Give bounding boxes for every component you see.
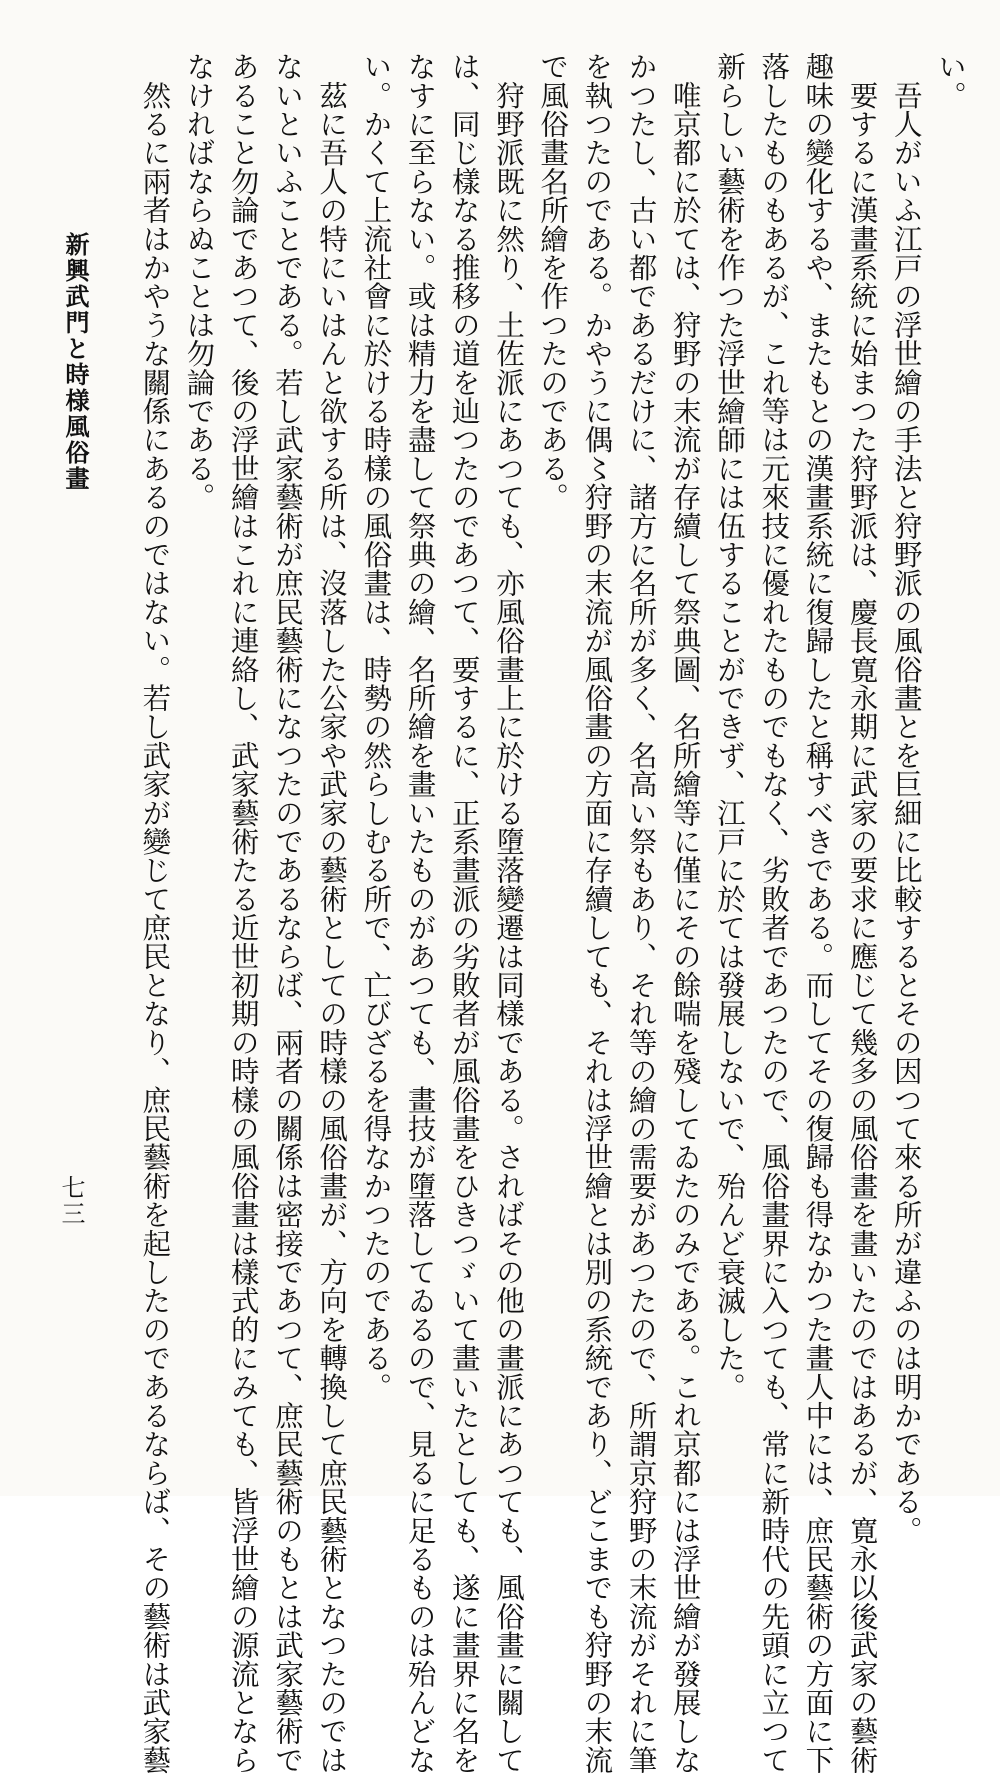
text-line: なければならぬことは勿論である。 bbox=[182, 52, 216, 512]
text-line: 狩野派既に然り、土佐派にあつても、亦風俗畫上に於ける墮落變遷は同樣である。さればその他の畫派にあつても、風俗畫に關して bbox=[491, 52, 525, 1774]
text-line: で風俗畫名所繪を作つたのである。 bbox=[536, 52, 570, 512]
text-line: かつたし、古い都であるだけに、諸方に名所が多く、名高い祭もあり、それ等の繪の需要があつたので、所謂京狩野の末流がそれに筆 bbox=[624, 52, 658, 1774]
body-text bbox=[132, 52, 972, 1774]
text-line: 新らしい藝術を作つた浮世繪師には伍することができず、江戸に於ては發展しないで、殆んど衰滅した。 bbox=[712, 52, 746, 1401]
text-line: 落したものもあるが、これ等は元來技に優れたものでもなく、劣敗者であつたので、風俗畫界に入つても、常に新時代の先頭に立つて bbox=[757, 52, 791, 1774]
text-line: 要するに漢畫系統に始まつた狩野派は、慶長寛永期に武家の要求に應じて幾多の風俗畫を畫いたのではあるが、寛永以後武家の藝術 bbox=[845, 52, 879, 1774]
text-line: を執つたのである。かやうに偶〻狩野の末流が風俗畫の方面に存續しても、それは浮世繪とは別の系統であり、どこまでも狩野の末流 bbox=[580, 52, 614, 1774]
text-line: なすに至らない。或は精力を盡して祭典の繪、名所繪を畫いたものがあつても、畫技が墮落してゐるので、見るに足るものは殆んどな bbox=[403, 52, 437, 1774]
text-line: 吾人がいふ江戸の浮世繪の手法と狩野派の風俗畫とを巨細に比較するとその因つて來る所が違ふのは明かである。 bbox=[889, 52, 923, 1545]
running-header: 新興武門と時様風俗畫 bbox=[61, 232, 90, 492]
text-line: 然るに兩者はかやうな關係にあるのではない。若し武家が變じて庶民となり、庶民藝術を起したのであるならば、その藝術は武家藝 bbox=[138, 52, 172, 1774]
page-number: 七三 bbox=[57, 1175, 85, 1227]
text-line: あること勿論であつて、後の浮世繪はこれに連絡し、武家藝術たる近世初期の時樣の風俗畫は樣式的にみても、皆浮世繪の源流となら bbox=[226, 52, 260, 1774]
text-line: 茲に吾人の特にいはんと欲する所は、沒落した公家や武家の藝術としての時樣の風俗畫が、方向を轉換して庶民藝術となつたのでは bbox=[315, 52, 349, 1774]
text-line: 趣味の變化するや、またもとの漢畫系統に復歸したと稱すべきである。而してその復歸も得なかつた畫人中には、庶民藝術の方面に下 bbox=[801, 52, 835, 1774]
text-line: い。 bbox=[934, 52, 967, 110]
text-line: 唯京都に於ては、狩野の末流が存續して祭典圖、名所繪等に僅にその餘喘を殘してゐたのみである。これ京都には浮世繪が發展しな bbox=[668, 52, 702, 1774]
text-line: は、同じ樣なる推移の道を辿つたのであつて、要するに、正系畫派の劣敗者が風俗畫をひきつゞいて畫いたとしても、遂に畫界に名を bbox=[447, 52, 481, 1774]
text-line: い。かくて上流社會に於ける時樣の風俗畫は、時勢の然らしむる所で、亡びざるを得なかつたのである。 bbox=[359, 52, 393, 1401]
text-line: ないといふことである。若し武家藝術が庶民藝術になつたのであるならば、兩者の關係は密接であつて、庶民藝術のもとは武家藝術で bbox=[270, 52, 304, 1774]
